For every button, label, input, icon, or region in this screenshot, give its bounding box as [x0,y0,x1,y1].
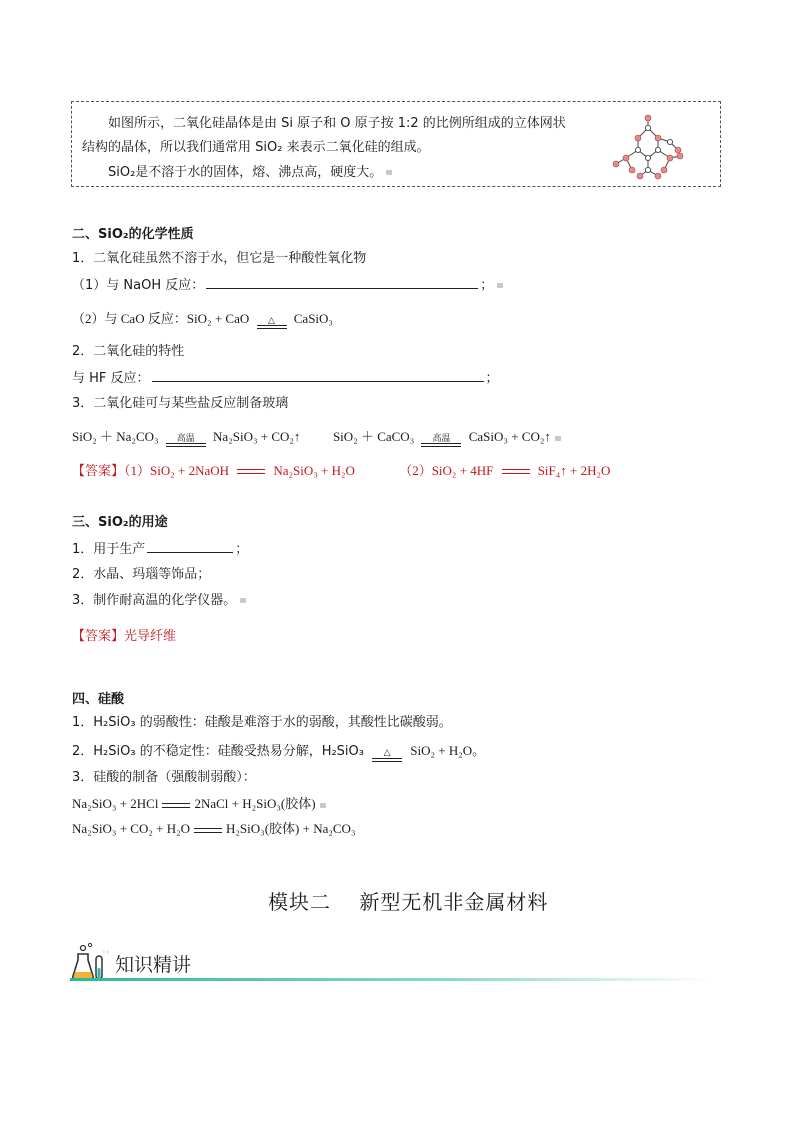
answer-blank[interactable] [152,369,484,382]
flask-icon [70,942,110,982]
answer-blank[interactable] [206,276,478,289]
anchor-marker [386,170,392,175]
use-2: 2．水晶、玛瑙等饰品； [72,567,211,582]
section-2-p1: 1．二氧化硅虽然不溶于水，但它是一种酸性氧化物 [72,251,367,266]
module-title: 模块二 新型无机非金属材料 [268,890,549,914]
use-3: 3．制作耐高温的化学仪器。 [72,592,246,610]
anchor-marker [320,803,326,808]
answer-section-3: 【答案】光导纤维 [72,629,177,644]
silicic-acid-2: 2．H₂SiO₃ 的不稳定性：硅酸受热易分解，H₂SiO₃ △ SiO₂ + H₂O。 [72,742,485,762]
divider [70,978,715,981]
knowledge-header [70,942,715,982]
anchor-marker [497,283,503,288]
reaction-condition: 高温 [166,434,206,447]
use-1: 1．用于生产 ； [72,542,249,557]
answer-section-2: 【答案】（1）SiO₂ + 2NaOH Na₂SiO₃ + H₂O （2）SiO₂ + 4HF SiF₄↑ + 2H₂O [72,463,611,479]
reaction-condition: 高温 [421,434,461,447]
section-2-p3: 3．二氧化硅可与某些盐反应制备玻璃 [72,396,289,411]
equation-co2: Na₂SiO₃ + CO₂ + H₂O H₂SiO₃(胶体) + Na₂CO₃ [72,821,356,836]
anchor-marker [240,598,246,603]
equation-glass: SiO₂ ＋ Na₂CO₃ 高温 Na₂SiO₃ + CO₂↑ SiO₂ ＋ CaCO₃ 高温 CaSiO₃ + CO₂↑ [72,428,561,447]
silicic-acid-1: 1．H₂SiO₃ 的弱酸性：硅酸是难溶于水的弱酸，其酸性比碳酸弱。 [72,715,452,730]
reaction-condition: △ [372,749,402,762]
silicic-acid-3: 3．硅酸的制备（强酸制弱酸）： [72,770,256,785]
anchor-marker [555,436,561,441]
intro-line-2: 结构的晶体，所以我们通常用 SiO₂ 来表示二氧化硅的组成。 [82,140,430,155]
equation-hcl: Na₂SiO₃ + 2HCl 2NaCl + H₂SiO₃(胶体) [72,795,326,813]
knowledge-label: 知识精讲 [115,954,192,976]
intro-line-3: SiO₂是不溶于水的固体，熔、沸点高，硬度大。 [108,161,392,180]
sio2-crystal-structure-icon [608,112,688,182]
intro-line-1: 如图所示，二氧化硅晶体是由 Si 原子和 O 原子按 1:2 的比例所组成的立体网状 [108,116,566,131]
question-hf: 与 HF 反应： ； [72,371,499,386]
section-3-heading: 三、SiO₂的用途 [72,515,168,530]
section-2-heading: 二、SiO₂的化学性质 [72,227,194,242]
answer-blank[interactable] [147,540,233,553]
equation-cao: （2）与 CaO 反应：SiO₂ + CaO △ CaSiO₃ [72,310,333,329]
reaction-condition: △ [257,316,287,329]
section-4-heading: 四、硅酸 [72,692,125,707]
section-2-p2: 2．二氧化硅的特性 [72,344,185,359]
question-naoh: （1）与 NaOH 反应： ； [72,276,503,295]
